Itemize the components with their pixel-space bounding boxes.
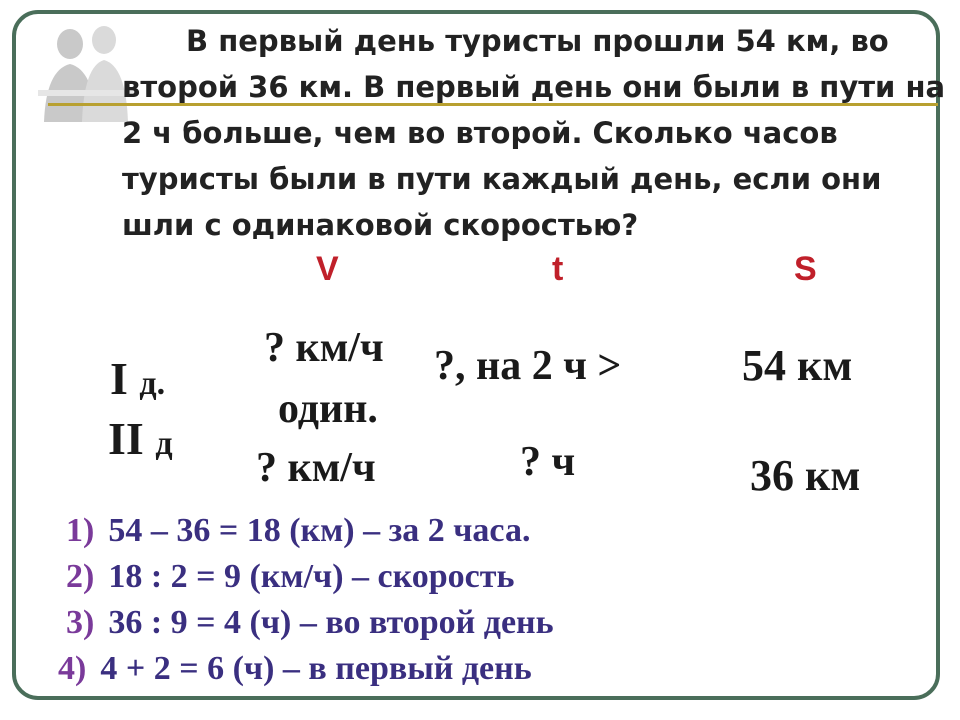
problem-line: 2 ч больше, чем во второй. Сколько часов	[122, 116, 838, 150]
day1-distance: 54 км	[742, 341, 853, 390]
solution-step-number: 2)	[66, 558, 95, 595]
problem-line: второй 36 км. В первый день они были в пути на	[122, 70, 946, 104]
problem-text	[0, 0, 960, 250]
solution-step-number: 3)	[66, 604, 95, 641]
solution-step-text: 36 : 9 = 4 (ч) – во второй день	[108, 604, 554, 641]
solution-step-text: 18 : 2 = 9 (км/ч) – скорость	[108, 558, 515, 595]
solution-step	[58, 650, 532, 688]
header-distance: S	[794, 250, 817, 288]
solution-step-text: 4 + 2 = 6 (ч) – в первый день	[100, 650, 532, 687]
day1-time: ?, на 2 ч >	[434, 343, 622, 389]
day2-speed: ? км/ч	[256, 445, 376, 491]
problem-line: В первый день туристы прошли 54 км, во	[186, 24, 889, 58]
solution-step	[66, 604, 554, 642]
day2-distance: 36 км	[750, 451, 861, 500]
solution-step-number: 1)	[66, 512, 95, 549]
day1-label	[110, 352, 165, 405]
solution-step-text: 54 – 36 = 18 (км) – за 2 часа.	[108, 512, 531, 549]
header-speed: V	[316, 250, 339, 288]
day1-label-sub: д.	[139, 365, 166, 402]
speed-same-note: один.	[278, 386, 378, 432]
solution-step	[66, 558, 514, 596]
header-time: t	[552, 250, 564, 288]
day2-label-main: II	[108, 413, 144, 464]
day1-speed: ? км/ч	[264, 325, 384, 371]
day1-label-main: I	[110, 353, 128, 404]
day2-label-sub: д	[155, 425, 173, 462]
day2-label	[108, 412, 173, 465]
solution-step-number: 4)	[58, 650, 87, 687]
problem-line: шли с одинаковой скоростью?	[122, 208, 639, 242]
day2-time: ? ч	[520, 439, 576, 485]
problem-line: туристы были в пути каждый день, если они	[122, 162, 882, 196]
solution-step	[66, 512, 530, 550]
